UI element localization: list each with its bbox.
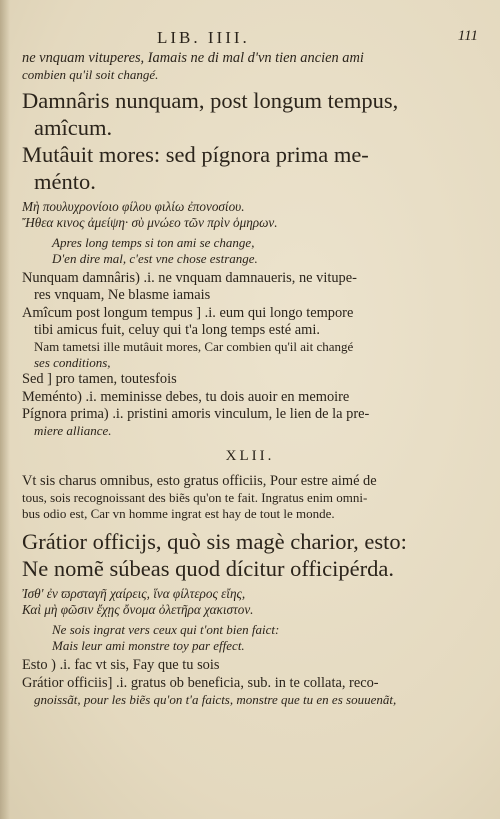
running-title: LIB. IIII.: [157, 28, 250, 47]
gloss-line: res vnquam, Ne blasme iamais: [34, 287, 211, 304]
gloss-line: Nunquam damnâris) .i. ne vnquam damnaueris, ne vitupe-: [22, 270, 357, 287]
gloss-line: Nam tametsi ille mutâuit mores, Car combien qu'il ait changé: [34, 339, 354, 355]
verse-line: Mutâuit mores: sed pígnora prima me-: [22, 142, 369, 168]
text-line: combien qu'il soit changé.: [22, 67, 159, 83]
gloss: [22, 657, 478, 708]
gloss: [22, 270, 478, 439]
text-line: tous, sois recognoissant des biẽs qu'on te fait. Ingratus enim omni-: [22, 490, 368, 506]
french-line: Ne sois ingrat vers ceux qui t'ont bien faict:: [52, 622, 280, 638]
french-line: Apres long temps si ton ami se change,: [52, 234, 255, 250]
latin-verse: [22, 528, 478, 582]
verse-line: Ne nomẽ súbeas quod dícitur officipérda.: [22, 556, 394, 582]
greek-line: Ἤθεα κινος ἀμείψη· σὺ μνώεο τῶν πρὶν ὁμηρων.: [22, 215, 278, 231]
section-2: [22, 473, 478, 708]
gloss-line: Amîcum post longum tempus ] .i. eum qui longo tempore: [22, 304, 354, 321]
text-line: Vt sis charus omnibus, esto gratus officiis, Pour estre aimé de: [22, 473, 377, 490]
gloss-line: ses conditions,: [34, 355, 111, 371]
gloss-line: Sed ] pro tamen, toutesfois: [22, 371, 177, 388]
latin-verse: [22, 87, 478, 195]
french-verse: [22, 622, 478, 653]
gloss-line: tibi amicus fuit, celuy qui t'a long temps esté ami.: [34, 322, 320, 338]
greek-verse: [22, 586, 478, 618]
french-verse: [22, 235, 478, 266]
text-line: bus odio est, Car vn homme ingrat est hay de tout le monde.: [22, 506, 335, 522]
text-line: ne vnquam vituperes, Iamais ne di mal d'vn tien ancien ami: [22, 50, 364, 66]
page-gutter-shadow: [0, 0, 10, 819]
gloss-line: Meménto) .i. meminisse debes, tu dois auoir en memoire: [22, 388, 350, 405]
greek-line: Καὶ μὴ φῶσιν ἔχῃς ὄνομα ὀλετῆρα χακιστον.: [22, 602, 254, 618]
running-head: [32, 28, 478, 50]
section-1: [22, 50, 478, 439]
section-heading: XLII.: [225, 448, 275, 465]
french-line: D'en dire mal, c'est vne chose estrange.: [52, 250, 258, 266]
french-line: Mais leur ami monstre toy par effect.: [52, 637, 245, 653]
gloss-line: miere alliance.: [34, 423, 112, 439]
page-number: 111: [457, 28, 478, 44]
verse-line: ménto.: [34, 169, 96, 195]
greek-line: Μὴ πουλυχρονίοιο φίλου φιλίω ἐπονοσίου.: [22, 199, 245, 215]
gloss-line: Esto ) .i. fac vt sis, Fay que tu sois: [22, 657, 220, 674]
verse-line: Grátior officijs, quò sis magè charior, esto:: [22, 529, 407, 555]
greek-line: Ἰσθ' ἐν ϖρσταγῆ χαίρεις, ἵνα φίλτερος εἴης,: [22, 586, 246, 602]
verse-line: amîcum.: [34, 115, 113, 141]
commentary-top: [22, 50, 478, 83]
gloss-line: Grátior officiis] .i. gratus ob beneficia, sub. in te collata, reco-: [22, 674, 379, 691]
greek-verse: [22, 199, 478, 231]
commentary-top: [22, 473, 478, 522]
verse-line: Damnâris nunquam, post longum tempus,: [22, 88, 399, 114]
gloss-line: Pígnora prima) .i. pristini amoris vinculum, le lien de la pre-: [22, 405, 370, 422]
gloss-line: gnoissãt, pour les biẽs qu'on t'a faicts, monstre que tu en es souuenãt,: [34, 691, 397, 707]
